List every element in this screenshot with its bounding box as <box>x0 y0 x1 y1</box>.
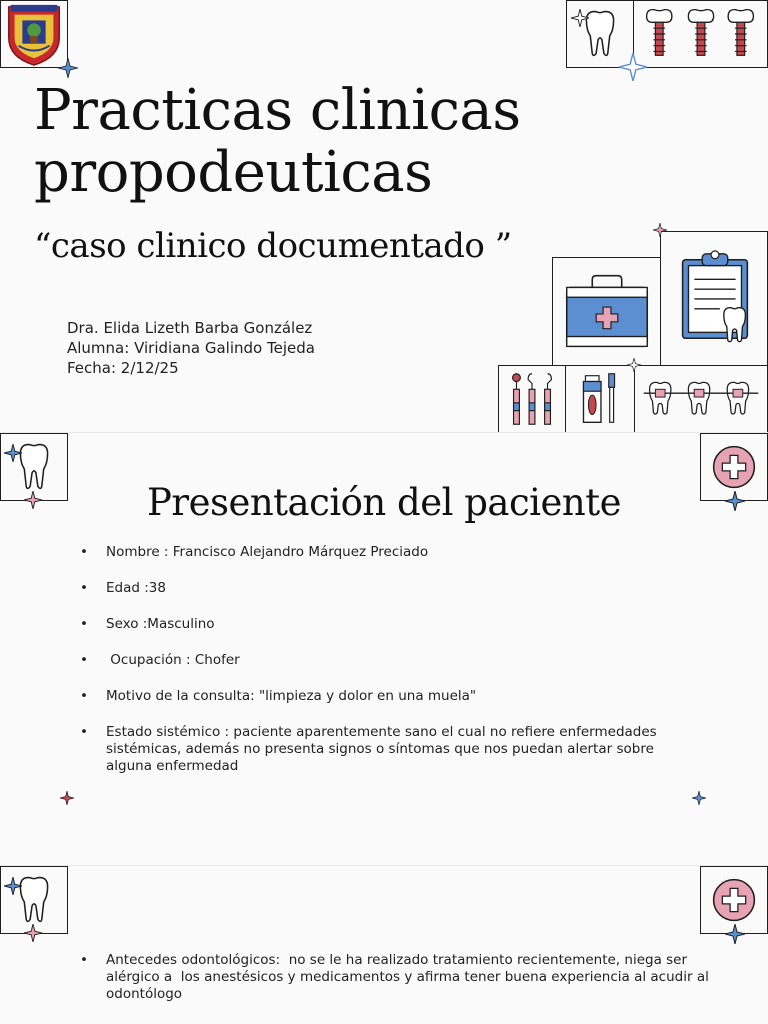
dental-history-list <box>80 952 720 1003</box>
dental-implant-icon <box>633 0 768 68</box>
list-item: • Nombre : Francisco Alejandro Márquez Preciado <box>80 544 680 561</box>
doctor-name: Dra. Elida Lizeth Barba González <box>67 319 313 337</box>
sparkle-icon <box>653 223 667 237</box>
dental-tools-icon <box>498 365 566 432</box>
slide-history <box>0 866 768 1024</box>
student-name: Alumna: Viridiana Galindo Tejeda <box>67 339 315 357</box>
sparkle-icon <box>58 58 78 78</box>
subtitle: “caso clinico documentado ” <box>34 226 512 266</box>
sparkle-icon <box>24 924 42 942</box>
slide-title <box>0 0 768 432</box>
slide-patient <box>0 433 768 865</box>
list-item: • Ocupación : Chofer <box>80 652 680 669</box>
page-title <box>34 80 521 204</box>
list-item: • Edad :38 <box>80 580 680 597</box>
first-aid-kit-icon <box>552 257 661 366</box>
sparkle-icon <box>627 358 641 372</box>
title-line-2: propodeuticas <box>34 140 433 205</box>
braces-icon <box>634 365 768 432</box>
author-info <box>67 318 315 378</box>
sparkle-icon <box>571 9 589 27</box>
date-text: Fecha: 2/12/25 <box>67 359 179 377</box>
sparkle-icon <box>4 877 22 895</box>
list-item: • Motivo de la consulta: "limpieza y dolor en una muela" <box>80 688 680 705</box>
sparkle-icon <box>4 444 22 462</box>
patient-info-list <box>80 544 680 794</box>
toothpaste-toothbrush-icon <box>565 365 635 432</box>
clipboard-tooth-icon <box>660 231 768 366</box>
list-item: • Antecedes odontológicos: no se le ha realizado tratamiento recientemente, niega ser alérgico a los anestésicos y medicamentos y afirma tener buena experiencia al acudir al odontólogo <box>80 952 720 1003</box>
list-item: • Sexo :Masculino <box>80 616 680 633</box>
sparkle-icon <box>692 791 706 805</box>
sparkle-icon <box>725 924 745 944</box>
section-heading: Presentación del paciente <box>146 481 621 524</box>
list-item: • Estado sistémico : paciente aparentemente sano el cual no refiere enfermedades sistémicas, además no presenta signos o síntomas que nos puedan alertar sobre alguna enfermedad <box>80 724 680 775</box>
sparkle-icon <box>60 791 74 805</box>
sparkle-icon <box>619 53 647 81</box>
title-line-1: Practicas clinicas <box>34 78 521 143</box>
